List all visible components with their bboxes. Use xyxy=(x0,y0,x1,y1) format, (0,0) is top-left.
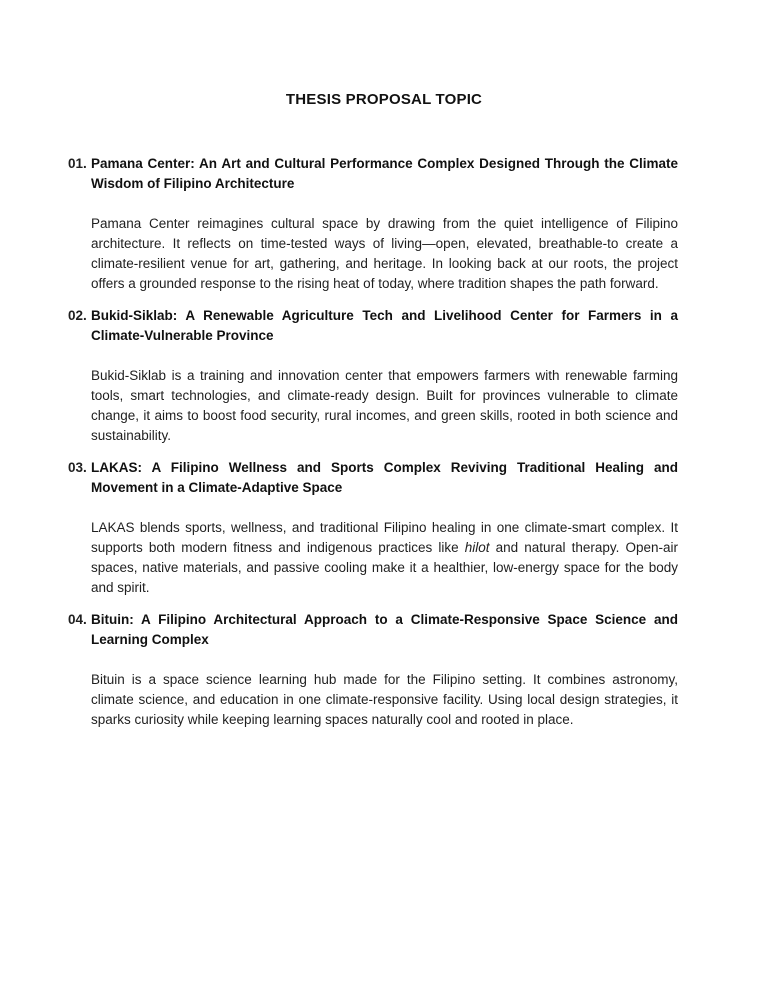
italic-term: hilot xyxy=(464,540,490,555)
item-content xyxy=(91,154,678,294)
item-body xyxy=(91,518,678,598)
item-content xyxy=(91,610,678,730)
item-heading: Pamana Center: An Art and Cultural Performance Complex Designed Through the Climate Wisdom of Filipino Architecture xyxy=(91,156,678,191)
item-number: 02. xyxy=(68,308,87,323)
item-number: 04. xyxy=(68,612,87,627)
body-text-segment: LAKAS blends sports, wellness, and traditional Filipino healing in one climate-smart complex. It supports both modern fitness and indigenous practices like xyxy=(91,520,678,555)
item-heading: LAKAS: A Filipino Wellness and Sports Complex Reviving Traditional Healing and Movement in a Climate-Adaptive Space xyxy=(91,460,678,495)
item-number: 01. xyxy=(68,156,87,171)
item-number: 03. xyxy=(68,460,87,475)
body-text-segment: and natural therapy. Open-air spaces, native materials, and passive cooling make it a healthier, low-energy space for the body and spirit. xyxy=(91,540,678,595)
item-content xyxy=(91,458,678,598)
list-item xyxy=(68,458,678,598)
item-body: Pamana Center reimagines cultural space by drawing from the quiet intelligence of Filipino architecture. It reflects on time-tested ways of living—open, elevated, breathable-to create a climate-resilient venue for art, gathering, and heritage. In looking back at our roots, the project offers a grounded response to the rising heat of today, where tradition shapes the path forward. xyxy=(91,216,678,291)
page-title: THESIS PROPOSAL TOPIC xyxy=(285,91,483,108)
item-heading: Bukid-Siklab: A Renewable Agriculture Tech and Livelihood Center for Farmers in a Climate-Vulnerable Province xyxy=(91,308,678,343)
item-heading: Bituin: A Filipino Architectural Approach to a Climate-Responsive Space Science and Learning Complex xyxy=(91,612,678,647)
item-body: Bukid-Siklab is a training and innovation center that empowers farmers with renewable farming tools, smart technologies, and climate-ready design. Built for provinces vulnerable to climate change, it aims to boost food security, rural incomes, and green skills, rooted in both science and sustainability. xyxy=(91,368,678,443)
list-item xyxy=(68,610,678,730)
list-item xyxy=(68,154,678,294)
item-body: Bituin is a space science learning hub made for the Filipino setting. It combines astronomy, climate science, and education in one climate-responsive facility. Using local design strategies, it sparks curiosity while keeping learning spaces naturally cool and rooted in place. xyxy=(91,672,678,727)
topic-list xyxy=(68,154,678,730)
item-content xyxy=(91,306,678,446)
list-item xyxy=(68,306,678,446)
